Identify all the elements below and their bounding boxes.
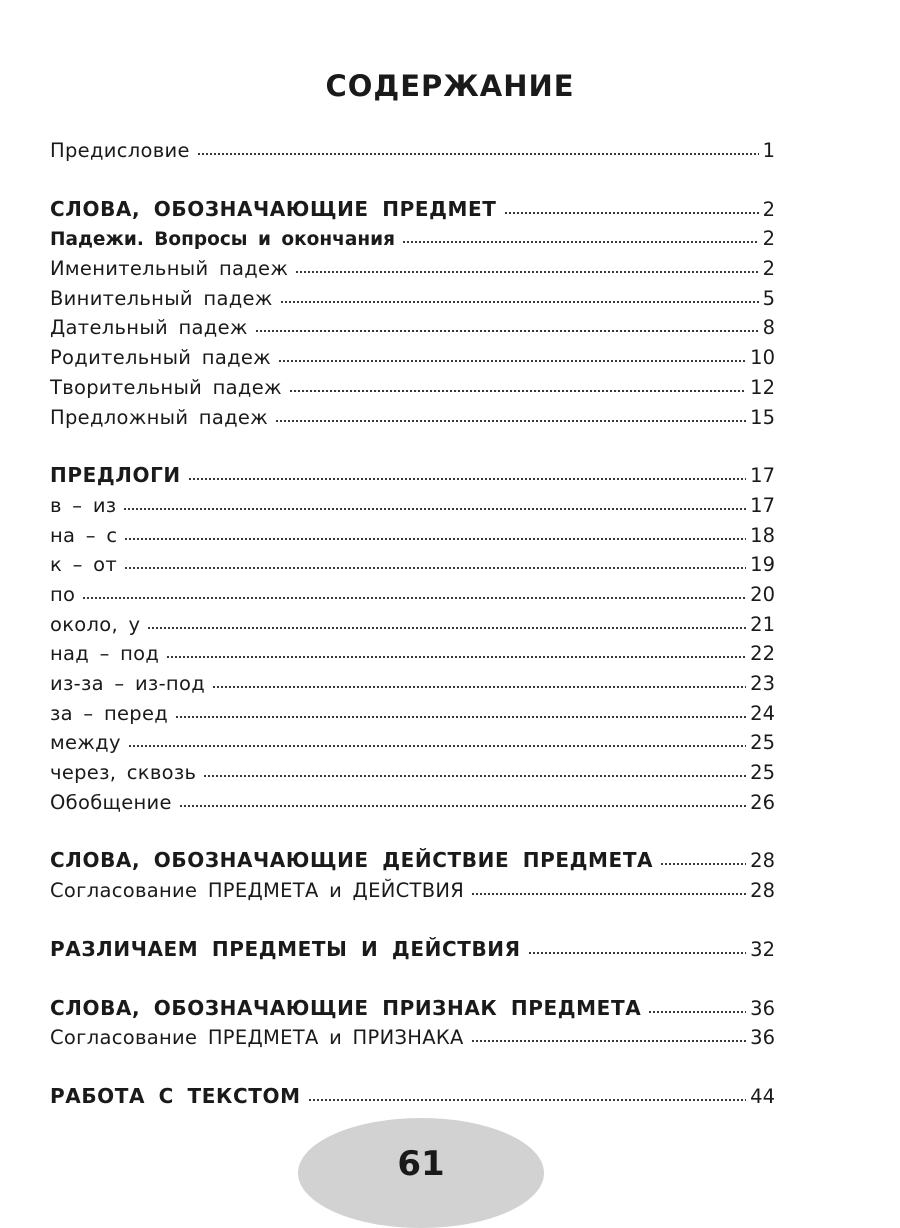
toc-entry-label: Родительный падеж bbox=[50, 346, 272, 370]
toc-entry-label: Обобщение bbox=[50, 790, 172, 814]
dot-leader bbox=[124, 536, 746, 542]
toc-entry bbox=[50, 254, 775, 284]
toc-entry-label: СЛОВА, ОБОЗНАЧАЮЩИЕ ПРЕДМЕТ bbox=[50, 196, 497, 221]
toc-entry-page: 5 bbox=[762, 286, 775, 310]
toc-entry-label: из-за – из-под bbox=[50, 672, 205, 695]
toc-entry-label: по bbox=[50, 582, 76, 606]
toc-entry-label: через, сквозь bbox=[50, 761, 197, 785]
dot-leader bbox=[280, 299, 759, 305]
toc-entry-label: Падежи. Вопросы и окончания bbox=[50, 229, 395, 251]
toc-entry bbox=[50, 313, 775, 343]
toc-entry bbox=[50, 788, 775, 818]
toc-entry-label: Согласование ПРЕДМЕТА и ДЕЙСТВИЯ bbox=[50, 879, 465, 903]
toc-entry bbox=[50, 284, 775, 314]
toc-entry-page: 25 bbox=[750, 761, 775, 785]
toc-entry bbox=[50, 403, 775, 433]
dot-leader bbox=[295, 269, 758, 275]
toc-entry bbox=[50, 758, 775, 788]
toc-entry-page: 24 bbox=[750, 701, 775, 725]
toc-entry-page: 23 bbox=[750, 672, 775, 695]
toc-entry bbox=[50, 846, 775, 876]
toc-entry-label: СЛОВА, ОБОЗНАЧАЮЩИЕ ДЕЙСТВИЕ ПРЕДМЕТА bbox=[50, 848, 654, 873]
dot-leader bbox=[203, 773, 746, 779]
dot-leader bbox=[471, 891, 746, 897]
dot-leader bbox=[275, 418, 746, 424]
toc-entry-page: 17 bbox=[750, 464, 775, 488]
toc-entry bbox=[50, 491, 775, 521]
toc-entry-page: 36 bbox=[750, 996, 775, 1020]
dot-leader bbox=[648, 1009, 746, 1015]
dot-leader bbox=[128, 743, 746, 749]
toc-entry-label: Именительный падеж bbox=[50, 257, 289, 281]
toc-entry bbox=[50, 876, 775, 906]
toc-entry-page: 15 bbox=[750, 405, 775, 429]
toc-entry bbox=[50, 224, 775, 254]
toc-entry bbox=[50, 610, 775, 640]
dot-leader bbox=[124, 565, 746, 571]
toc-entry-page: 20 bbox=[750, 582, 775, 606]
toc-entry-page: 36 bbox=[750, 1026, 775, 1050]
dot-leader bbox=[197, 151, 759, 157]
toc-entry-page: 28 bbox=[750, 849, 775, 873]
dot-leader bbox=[308, 1097, 747, 1103]
dot-leader bbox=[179, 803, 746, 809]
toc-entry-page: 25 bbox=[750, 731, 775, 755]
toc-entry-label: между bbox=[50, 731, 121, 755]
toc-entry-label: Винительный падеж bbox=[50, 286, 273, 310]
toc-entry-label: в – из bbox=[50, 493, 117, 517]
dot-leader bbox=[504, 210, 759, 216]
toc-entry-label: за – перед bbox=[50, 701, 169, 725]
toc-entry bbox=[50, 521, 775, 551]
toc-entry-label: РАЗЛИЧАЕМ ПРЕДМЕТЫ И ДЕЙСТВИЯ bbox=[50, 936, 521, 961]
toc-entry-page: 2 bbox=[762, 197, 775, 221]
dot-leader bbox=[188, 476, 746, 482]
dot-leader bbox=[528, 950, 747, 956]
toc-entry-page: 22 bbox=[750, 642, 775, 666]
toc-entry-label: около, у bbox=[50, 612, 141, 636]
toc-entry-page: 18 bbox=[750, 523, 775, 547]
toc-entry bbox=[50, 728, 775, 758]
dot-leader bbox=[471, 1038, 747, 1044]
toc-entry-page: 26 bbox=[750, 790, 775, 814]
dot-leader bbox=[289, 388, 746, 394]
toc-entry-label: Дательный падеж bbox=[50, 316, 248, 340]
dot-leader bbox=[212, 684, 746, 690]
toc-entry-label: над – под bbox=[50, 642, 160, 666]
toc-entry-label: к – от bbox=[50, 553, 118, 577]
toc-entry bbox=[50, 550, 775, 580]
toc-entry bbox=[50, 343, 775, 373]
toc-entry bbox=[50, 461, 775, 491]
toc-entry-page: 19 bbox=[750, 553, 775, 577]
toc-entry-label: на – с bbox=[50, 523, 118, 547]
toc-entry-page: 32 bbox=[750, 937, 775, 961]
toc-entry-page: 12 bbox=[750, 375, 775, 399]
toc-entry bbox=[50, 195, 775, 225]
dot-leader bbox=[278, 358, 746, 364]
toc-entry-label: Творительный падеж bbox=[50, 375, 282, 399]
toc-entry bbox=[50, 994, 775, 1024]
page-number: 61 bbox=[397, 1144, 445, 1184]
toc-entry-label: Предисловие bbox=[50, 139, 190, 162]
dot-leader bbox=[123, 506, 746, 512]
toc-entry-page: 44 bbox=[750, 1084, 775, 1108]
toc-entry bbox=[50, 639, 775, 669]
dot-leader bbox=[175, 714, 746, 720]
toc-entry-page: 21 bbox=[750, 612, 775, 636]
toc-entry-page: 8 bbox=[762, 316, 775, 340]
toc-entry bbox=[50, 699, 775, 729]
toc-entry-label: СЛОВА, ОБОЗНАЧАЮЩИЕ ПРИЗНАК ПРЕДМЕТА bbox=[50, 995, 642, 1020]
dot-leader bbox=[166, 654, 746, 660]
toc-entry bbox=[50, 1023, 775, 1053]
toc-entry-label: ПРЕДЛОГИ bbox=[50, 463, 181, 488]
dot-leader bbox=[660, 861, 746, 867]
toc-entry bbox=[50, 935, 775, 965]
dot-leader bbox=[82, 595, 746, 601]
toc-entry-page: 2 bbox=[762, 257, 775, 281]
dot-leader bbox=[147, 625, 746, 631]
toc-entry-page: 2 bbox=[762, 227, 775, 251]
toc-entry-page: 28 bbox=[750, 879, 775, 903]
toc-entry bbox=[50, 1082, 775, 1112]
toc-entry-page: 1 bbox=[762, 139, 775, 162]
toc-entry bbox=[50, 580, 775, 610]
dot-leader bbox=[255, 328, 759, 334]
toc-entry bbox=[50, 669, 775, 699]
toc-entry bbox=[50, 136, 775, 166]
toc-entry-page: 17 bbox=[750, 493, 775, 517]
toc-entry-label: Согласование ПРЕДМЕТА и ПРИЗНАКА bbox=[50, 1026, 464, 1050]
toc-entry-page: 10 bbox=[750, 346, 775, 370]
toc-entry bbox=[50, 373, 775, 403]
toc-entry-label: Предложный падеж bbox=[50, 405, 269, 429]
toc-entry-label: РАБОТА С ТЕКСТОМ bbox=[50, 1083, 301, 1108]
page-title: СОДЕРЖАНИЕ bbox=[325, 69, 575, 103]
dot-leader bbox=[402, 239, 759, 245]
table-of-contents bbox=[50, 136, 775, 1112]
